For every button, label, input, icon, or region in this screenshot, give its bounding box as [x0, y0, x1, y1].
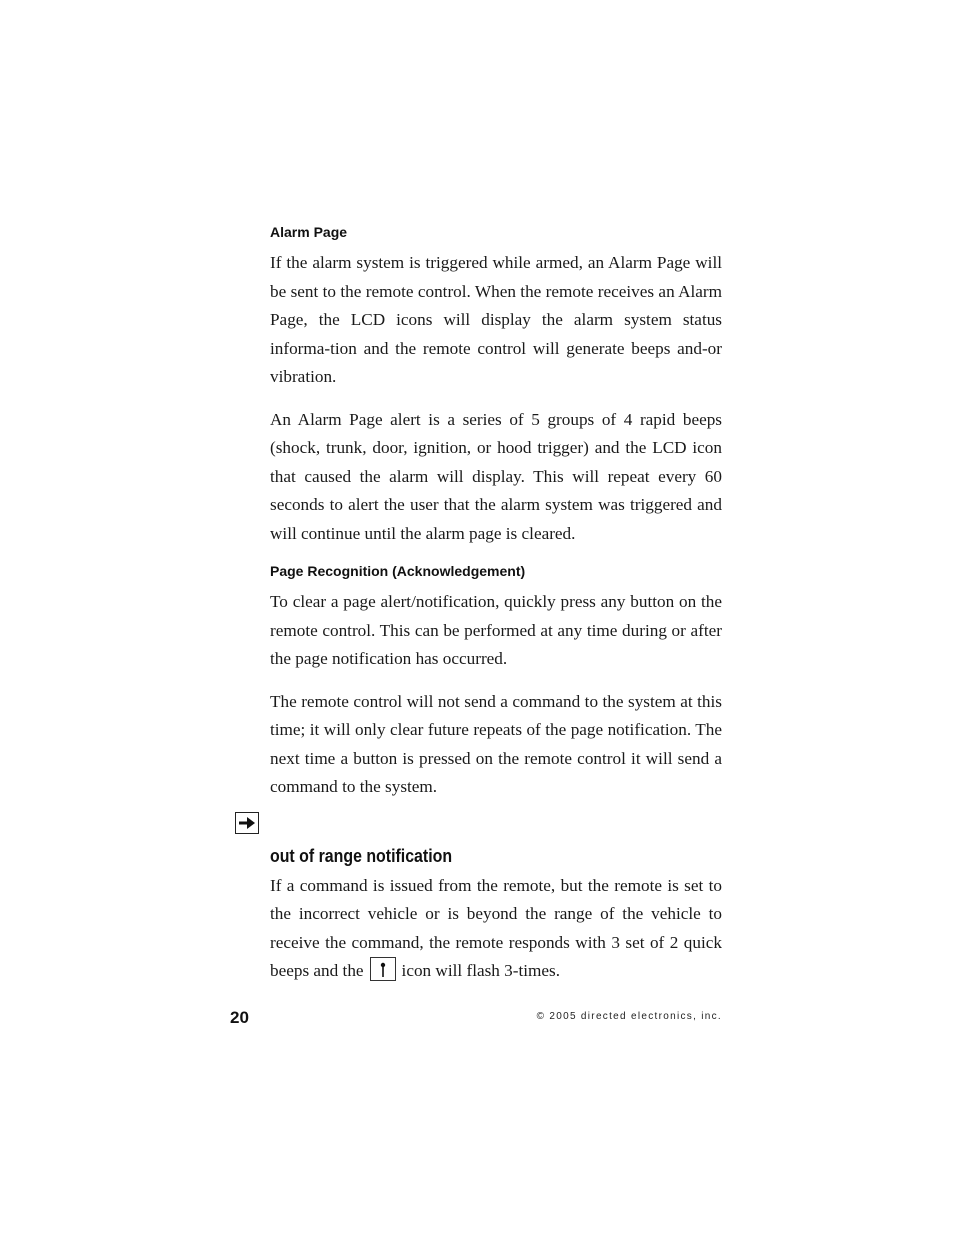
- alarm-page-paragraph-1: If the alarm system is triggered while armed, an Alarm Page will be sent to the remote control. When the remote receives an Alarm Page, the LCD icons will display the alarm system status informa-tion and the remote control will generate beeps and-or vibration.: [270, 253, 722, 386]
- right-arrow-icon: [235, 812, 259, 834]
- out-of-range-text-before-icon: If a command is issued from the remote, but the remote is set to the incorrect vehicle or is beyond the range of the vehicle to receive the command, the remote responds with 3 set of 2 quick beeps and the: [270, 875, 722, 980]
- out-of-range-text-after-icon: icon will flash 3-times.: [401, 961, 561, 980]
- page-recognition-heading: Page Recognition (Acknowledgement): [270, 563, 526, 579]
- out-of-range-paragraph: [270, 872, 722, 986]
- alarm-page-paragraph-2: An Alarm Page alert is a series of 5 groups of 4 rapid beeps (shock, trunk, door, ignition, or hood trigger) and the LCD icon that caused the alarm will display. This will repeat every 60 seconds to alert the user that the alarm system was triggered and will continue until the alarm page is cleared.: [270, 409, 722, 543]
- page-recognition-paragraph-1: To clear a page alert/notification, quickly press any button on the remote control. This can be performed at any time during or after the page notification has occurred.: [270, 592, 722, 668]
- out-of-range-title: out of range notification: [270, 844, 453, 866]
- copyright-notice: © 2005 directed electronics, inc.: [536, 1011, 722, 1022]
- page-content: [270, 222, 722, 986]
- page-number: 20: [230, 1008, 249, 1027]
- page-recognition-paragraph-2: The remote control will not send a command to the system at this time; it will only clear future repeats of the page notification. The next time a button is pressed on the remote control it will send a command to the system.: [270, 691, 722, 796]
- antenna-icon: [370, 957, 396, 981]
- alarm-page-heading: Alarm Page: [270, 224, 348, 240]
